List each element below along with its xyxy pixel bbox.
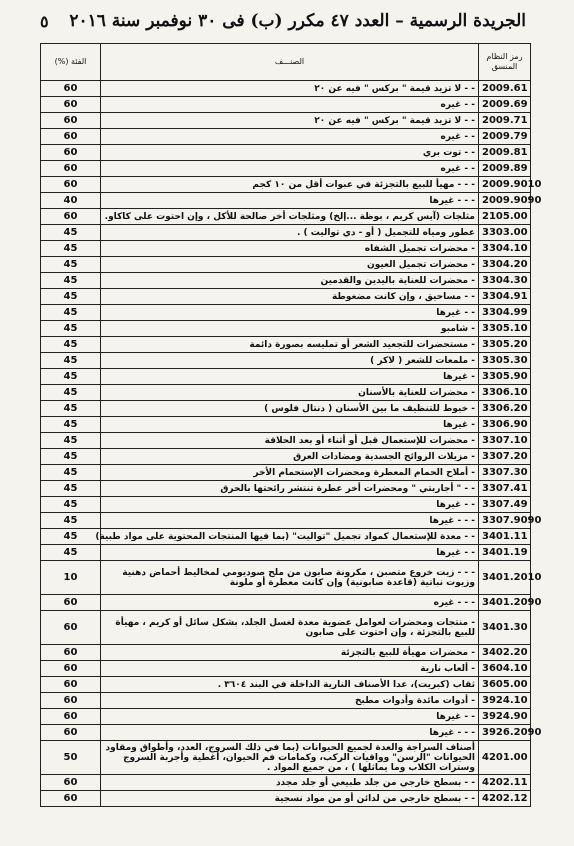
item-description-cell: - محضرات للعناية بالأسنان: [101, 385, 479, 401]
hs-code-cell: 4202.12: [479, 791, 531, 807]
tariff-rate-cell: 45: [41, 305, 101, 321]
hs-code-cell: 2009.81: [479, 145, 531, 161]
item-description-cell: - مزيلات الروائح الجسدية ومضادات العرق: [101, 449, 479, 465]
hs-code-cell: 3305.30: [479, 353, 531, 369]
tariff-rate-cell: 60: [41, 677, 101, 693]
item-description-cell: - - - غيرها: [101, 193, 479, 209]
tariff-rate-cell: 45: [41, 369, 101, 385]
item-description-cell: - ملمعات للشعر ( لاكر ): [101, 353, 479, 369]
table-row: [41, 433, 531, 449]
table-row: [41, 661, 531, 677]
hs-code-cell: 3307.41: [479, 481, 531, 497]
item-description-cell: - - لا تزيد قيمة " بركس " فيه عن ٢٠: [101, 113, 479, 129]
hs-code-cell: 3307.20: [479, 449, 531, 465]
item-description-cell: - - - زيت خروع متصبن ، مكرونة صابون من ملح صوديومي لمخاليط أحماض دهنية وزيوت نباتية (قاعدة صابونية) وإن كانت معطرة أو ملونة: [101, 561, 479, 595]
hs-code-cell: 2009.61: [479, 81, 531, 97]
table-row: [41, 113, 531, 129]
item-description-cell: مثلجات (آيس كريم ، بوظة ...إلخ) ومثلجات أخر صالحة للأكل ، وإن احتوت على كاكاو.: [101, 209, 479, 225]
hs-code-cell: 3401.30: [479, 611, 531, 645]
table-row: [41, 645, 531, 661]
tariff-rate-cell: 60: [41, 81, 101, 97]
hs-code-cell: 3401.2010: [479, 561, 531, 595]
item-description-cell: - أملاح الحمام المعطرة ومحضرات الإستحمام الأخر: [101, 465, 479, 481]
table-row: [41, 289, 531, 305]
item-description-cell: - شامبو: [101, 321, 479, 337]
hs-code-cell: 3307.49: [479, 497, 531, 513]
tariff-rate-cell: 50: [41, 741, 101, 775]
hs-code-cell: 3305.20: [479, 337, 531, 353]
hs-code-cell: 3304.99: [479, 305, 531, 321]
item-description-cell: - - بسطح خارجي من جلد طبيعي أو جلد مجدد: [101, 775, 479, 791]
item-description-cell: - محضرات للإستعمال قبل أو أثناء أو بعد الحلاقة: [101, 433, 479, 449]
table-row: [41, 305, 531, 321]
tariff-rate-cell: 45: [41, 497, 101, 513]
column-header-item: الصنـــف: [101, 44, 479, 81]
item-description-cell: - أدوات مائدة وأدوات مطبخ: [101, 693, 479, 709]
tariff-rate-cell: 60: [41, 595, 101, 611]
item-description-cell: - - بسطح خارجي من لدائن أو من مواد نسجية: [101, 791, 479, 807]
tariff-rate-cell: 45: [41, 401, 101, 417]
item-description-cell: عطور ومياه للتجميل ( أو - دي تواليت ) .: [101, 225, 479, 241]
tariff-rate-cell: 60: [41, 775, 101, 791]
tariff-rate-cell: 45: [41, 449, 101, 465]
table-row: [41, 209, 531, 225]
item-description-cell: - - " أجاربتي " ومحضرات أخر عطرة تنتشر رائحتها بالحرق: [101, 481, 479, 497]
item-description-cell: - خيوط للتنظيف ما بين الأسنان ( دنتال فلوس ): [101, 401, 479, 417]
hs-code-cell: 3401.2090: [479, 595, 531, 611]
gazette-title: الجريدة الرسمية – العدد ٤٧ مكرر (ب) فى ٣٠ نوفمبر سنة ٢٠١٦: [69, 11, 526, 31]
hs-code-cell: 3305.10: [479, 321, 531, 337]
tariff-rate-cell: 45: [41, 257, 101, 273]
tariff-rate-cell: 45: [41, 465, 101, 481]
tariff-rate-cell: 60: [41, 791, 101, 807]
table-row: [41, 595, 531, 611]
tariff-rate-cell: 60: [41, 709, 101, 725]
item-description-cell: - - - غيرها: [101, 513, 479, 529]
item-description-cell: أصناف السراجة والعدة لجميع الحيوانات (بما في ذلك السروج، العدد، وأطواق ومقاود الحيوانات "الرسن" وواقيات الركب، وكمامات فم الحيوان، أغطية وأجربة السروج وسترات الكلاب وما يماثلها ) ، من جميع المواد .: [101, 741, 479, 775]
hs-code-cell: 3401.11: [479, 529, 531, 545]
item-description-cell: - - غيرها: [101, 305, 479, 321]
table-row: [41, 257, 531, 273]
item-description-cell: - ألعاب نارية: [101, 661, 479, 677]
tariff-rate-cell: 60: [41, 725, 101, 741]
hs-code-cell: 4202.11: [479, 775, 531, 791]
tariff-rate-cell: 40: [41, 193, 101, 209]
hs-code-cell: 3306.20: [479, 401, 531, 417]
tariff-rate-cell: 60: [41, 611, 101, 645]
table-row: [41, 273, 531, 289]
table-row: [41, 449, 531, 465]
table-row: [41, 321, 531, 337]
tariff-rate-cell: 45: [41, 337, 101, 353]
tariff-rate-cell: 45: [41, 545, 101, 561]
item-description-cell: - - - مهيأ للبيع بالتجزئة في عبوات أقل من ١٠ كجم: [101, 177, 479, 193]
table-row: [41, 725, 531, 741]
table-row: [41, 177, 531, 193]
tariff-rate-cell: 60: [41, 161, 101, 177]
hs-code-cell: 3926.2090: [479, 725, 531, 741]
hs-code-cell: 3307.10: [479, 433, 531, 449]
table-row: [41, 791, 531, 807]
item-description-cell: - - توت بري: [101, 145, 479, 161]
item-description-cell: - محضرات تجميل الشفاه: [101, 241, 479, 257]
hs-code-cell: 3401.19: [479, 545, 531, 561]
table-row: [41, 693, 531, 709]
hs-code-cell: 3402.20: [479, 645, 531, 661]
item-description-cell: - - غيره: [101, 129, 479, 145]
tariff-rate-cell: 10: [41, 561, 101, 595]
hs-code-cell: 3924.10: [479, 693, 531, 709]
table-row: [41, 481, 531, 497]
table-row: [41, 225, 531, 241]
table-row: [41, 497, 531, 513]
hs-code-cell: 3306.90: [479, 417, 531, 433]
hs-code-cell: 2009.9010: [479, 177, 531, 193]
item-description-cell: - - لا تزيد قيمة " بركس " فيه عن ٢٠: [101, 81, 479, 97]
item-description-cell: - محضرات تجميل العيون: [101, 257, 479, 273]
item-description-cell: - مستحضرات للتجعيد الشعر أو تمليسه بصورة دائمة: [101, 337, 479, 353]
page-header: [40, 8, 526, 34]
hs-code-cell: 3924.90: [479, 709, 531, 725]
table-row: [41, 611, 531, 645]
tariff-rate-cell: 45: [41, 273, 101, 289]
hs-code-cell: 3304.30: [479, 273, 531, 289]
tariff-rate-cell: 45: [41, 529, 101, 545]
table-row: [41, 513, 531, 529]
table-body: [41, 81, 542, 807]
column-header-rate: الفئة (%): [41, 44, 101, 81]
item-description-cell: - محضرات للعناية باليدين والقدمين: [101, 273, 479, 289]
table-row: [41, 97, 531, 113]
tariff-rate-cell: 45: [41, 385, 101, 401]
tariff-rate-cell: 60: [41, 693, 101, 709]
table-row: [41, 561, 531, 595]
tariff-rate-cell: 60: [41, 145, 101, 161]
hs-code-cell: 2009.71: [479, 113, 531, 129]
table-row: [41, 161, 531, 177]
table-row: [41, 337, 531, 353]
tariff-rate-cell: 45: [41, 289, 101, 305]
tariff-rate-cell: 60: [41, 113, 101, 129]
item-description-cell: - - غيرها: [101, 709, 479, 725]
table-row: [41, 369, 531, 385]
table-row: [41, 401, 531, 417]
tariff-rate-cell: 60: [41, 661, 101, 677]
table-row: [41, 241, 531, 257]
tariff-rate-cell: 60: [41, 129, 101, 145]
hs-code-cell: 3304.20: [479, 257, 531, 273]
table-row: [41, 353, 531, 369]
hs-code-cell: 4201.00: [479, 741, 531, 775]
table-row: [41, 417, 531, 433]
table-row: [41, 545, 531, 561]
item-description-cell: - - غيرها: [101, 497, 479, 513]
item-description-cell: - - غيرها: [101, 545, 479, 561]
item-description-cell: - محضرات مهيأة للبيع بالتجزئة: [101, 645, 479, 661]
table-row: [41, 709, 531, 725]
hs-code-cell: 2009.69: [479, 97, 531, 113]
tariff-rate-cell: 45: [41, 225, 101, 241]
tariff-rate-cell: 60: [41, 177, 101, 193]
hs-code-cell: 3303.00: [479, 225, 531, 241]
table-row: [41, 465, 531, 481]
item-description-cell: - غيرها: [101, 369, 479, 385]
page-number: ٥: [40, 11, 49, 31]
hs-code-cell: 3304.91: [479, 289, 531, 305]
tariff-rate-cell: 60: [41, 97, 101, 113]
tariff-rate-cell: 45: [41, 241, 101, 257]
tariff-rate-cell: 45: [41, 321, 101, 337]
hs-code-cell: 3307.9090: [479, 513, 531, 529]
tariff-rate-cell: 45: [41, 417, 101, 433]
column-header-code: رمز النظام المنسق: [479, 44, 531, 81]
hs-code-cell: 3306.10: [479, 385, 531, 401]
hs-code-cell: 3604.10: [479, 661, 531, 677]
item-description-cell: - - - غيرها: [101, 725, 479, 741]
table-row: [41, 129, 531, 145]
hs-code-cell: 3307.30: [479, 465, 531, 481]
item-description-cell: - - غيره: [101, 161, 479, 177]
hs-code-cell: 2105.00: [479, 209, 531, 225]
item-description-cell: - - معدة للإستعمال كمواد تجميل "تواليت" (بما فيها المنتجات المحتوية على مواد طبية): [101, 529, 479, 545]
item-description-cell: - - غيره: [101, 97, 479, 113]
tariff-rate-cell: 60: [41, 209, 101, 225]
tariff-rate-cell: 60: [41, 645, 101, 661]
hs-code-cell: 2009.9090: [479, 193, 531, 209]
item-description-cell: - منتجات ومحضرات لعوامل عضوية معدة لغسل الجلد، بشكل سائل أو كريم ، مهيأة للبيع بالتجزئة ، وإن احتوت على صابون: [101, 611, 479, 645]
table-row: [41, 193, 531, 209]
item-description-cell: ثقاب (كبريت)، عدا الأصناف النارية الداخلة في البند ٣٦٠٤ .: [101, 677, 479, 693]
tariff-rate-cell: 45: [41, 513, 101, 529]
table-row: [41, 529, 531, 545]
tariff-rate-cell: 45: [41, 481, 101, 497]
hs-code-cell: 3305.90: [479, 369, 531, 385]
item-description-cell: - - مساحيق ، وإن كانت مضغوطة: [101, 289, 479, 305]
hs-code-cell: 3304.10: [479, 241, 531, 257]
tariff-rate-cell: 45: [41, 353, 101, 369]
item-description-cell: - - - غيره: [101, 595, 479, 611]
table-row: [41, 677, 531, 693]
item-description-cell: - غيرها: [101, 417, 479, 433]
table-row: [41, 145, 531, 161]
tariff-table: [40, 43, 542, 807]
hs-code-cell: 3605.00: [479, 677, 531, 693]
table-header-row: [41, 44, 531, 81]
hs-code-cell: 2009.89: [479, 161, 531, 177]
table-row: [41, 775, 531, 791]
tariff-rate-cell: 45: [41, 433, 101, 449]
table-row: [41, 81, 531, 97]
table-row: [41, 385, 531, 401]
hs-code-cell: 2009.79: [479, 129, 531, 145]
table-row: [41, 741, 531, 775]
